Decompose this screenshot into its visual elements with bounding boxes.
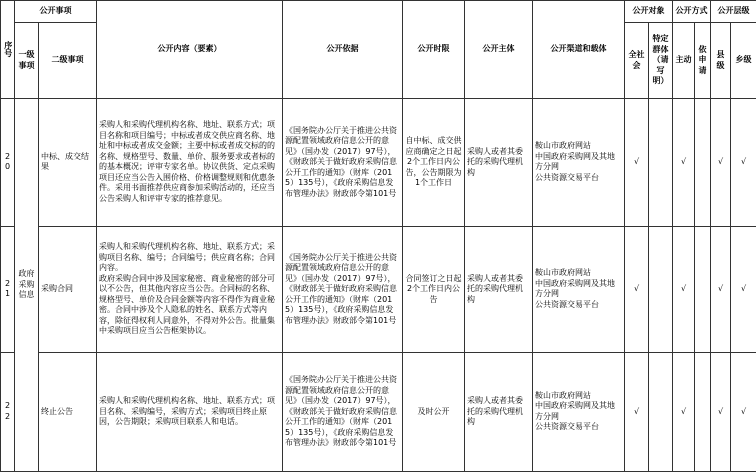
check-request [695, 352, 711, 471]
row-channel: 鞍山市政府网站 中国政府采购网及其地方分网 公共资源交易平台 [533, 226, 625, 352]
table-row [1, 352, 756, 471]
header-time: 公开时限 [403, 1, 465, 99]
header-level-group: 公开层级 [711, 1, 756, 23]
header-audience-group: 公开对象 [625, 1, 673, 23]
row-subject: 采购人或者其委托的采购代理机构 [465, 352, 533, 471]
row-basis: 《国务院办公厅关于推进公共资源配置领域政府信息公开的意见》（国办发（2017）97号），《财政部关于做好政府采购信息公开工作的通知》（财库（2015）135号），《政府采购信息发布管理办法》财政部令第101号 [283, 352, 403, 471]
check-all: √ [625, 98, 649, 226]
row-subject: 采购人或者其委托的采购代理机构 [465, 226, 533, 352]
header-level-county: 县级 [711, 23, 731, 99]
row-channel: 鞍山市政府网站 中国政府采购网及其地方分网 公共资源交易平台 [533, 98, 625, 226]
row-time: 合同签订之日起2个工作日内公告 [403, 226, 465, 352]
row-seq: 21 [1, 226, 15, 352]
row-subject: 采购人或者其委托的采购代理机构 [465, 98, 533, 226]
table-row [1, 98, 756, 226]
row-level2: 中标、成交结果 [39, 98, 97, 226]
row-level2: 终止公告 [39, 352, 97, 471]
row-time: 及时公开 [403, 352, 465, 471]
header-content: 公开内容（要素） [97, 1, 283, 99]
header-method-request: 依申请 [695, 23, 711, 99]
check-all: √ [625, 352, 649, 471]
check-request [695, 226, 711, 352]
header-row-1 [1, 1, 756, 23]
check-county: √ [711, 352, 731, 471]
check-all: √ [625, 226, 649, 352]
header-level1: 一级事项 [15, 23, 39, 99]
table-row [1, 226, 756, 352]
check-town: √ [731, 226, 756, 352]
header-method-active: 主动 [673, 23, 695, 99]
row-content: 采购人和采购代理机构名称、地址、联系方式；采购项目名称、编号；合同编号；供应商名称；合同内容。 政府采购合同中涉及国家秘密、商业秘密的部分可以不公告，但其他内容应当公告。合同标的名称、规格型号、单价及合同金额等内容不得作为商业秘密。合同中涉及个人隐私的姓名、联系方式等内容，除征得权利人同意外，不得对外公告。批量集中采购项目应当公告框架协议。 [97, 226, 283, 352]
check-county: √ [711, 226, 731, 352]
row-time: 自中标、成交供应商确定之日起2个工作日内公告，公告期限为1个工作日 [403, 98, 465, 226]
row-content: 采购人和采购代理机构名称、地址、联系方式；项目名称和项目编号；中标或者成交供应商名称、地址和中标或者成交金额；主要中标或者成交标的的名称、规格型号、数量、单价、服务要求或者标的的基本概况；评审专家名单。协议供货、定点采购项目还应当公告入围价格、价格调整规则和优惠条件。采用书面推荐供应商参加采购活动的，还应当公告采购人和评审专家的推荐意见。 [97, 98, 283, 226]
row-level2: 采购合同 [39, 226, 97, 352]
header-method-group: 公开方式 [673, 1, 711, 23]
header-channel: 公开渠道和载体 [533, 1, 625, 99]
check-request [695, 98, 711, 226]
check-active: √ [673, 98, 695, 226]
row-seq: 20 [1, 98, 15, 226]
row-basis: 《国务院办公厅关于推进公共资源配置领域政府信息公开的意见》（国办发（2017）97号），《财政部关于做好政府采购信息公开工作的通知》（财库（2015）135号），《政府采购信息发布管理办法》财政部令第101号 [283, 98, 403, 226]
check-active: √ [673, 226, 695, 352]
check-county: √ [711, 98, 731, 226]
row-seq: 22 [1, 352, 15, 471]
header-subject: 公开主体 [465, 1, 533, 99]
header-audience-all: 全社会 [625, 23, 649, 99]
check-specific [649, 226, 673, 352]
header-level-town: 乡级 [731, 23, 756, 99]
check-specific [649, 352, 673, 471]
check-specific [649, 98, 673, 226]
check-active: √ [673, 352, 695, 471]
level1-cell: 政府采购信息 [15, 98, 39, 471]
row-content: 采购人和采购代理机构名称、地址、联系方式；项目名称、采购编号，采购方式；采购项目终止原因，公告期限；采购项目联系人和电话。 [97, 352, 283, 471]
row-channel: 鞍山市政府网站 中国政府采购网及其地方分网 公共资源交易平台 [533, 352, 625, 471]
header-audience-specific: 特定群体（请写明） [649, 23, 673, 99]
check-town: √ [731, 98, 756, 226]
row-basis: 《国务院办公厅关于推进公共资源配置领域政府信息公开的意见》（国办发（2017）97号），《财政部关于做好政府采购信息公开工作的通知》（财库（2015）135号），《政府采购信息发布管理办法》财政部令第101号 [283, 226, 403, 352]
header-level2: 二级事项 [39, 23, 97, 99]
header-seq: 序号 [1, 1, 15, 99]
check-town: √ [731, 352, 756, 471]
header-items-group: 公开事项 [15, 1, 97, 23]
header-basis: 公开依据 [283, 1, 403, 99]
